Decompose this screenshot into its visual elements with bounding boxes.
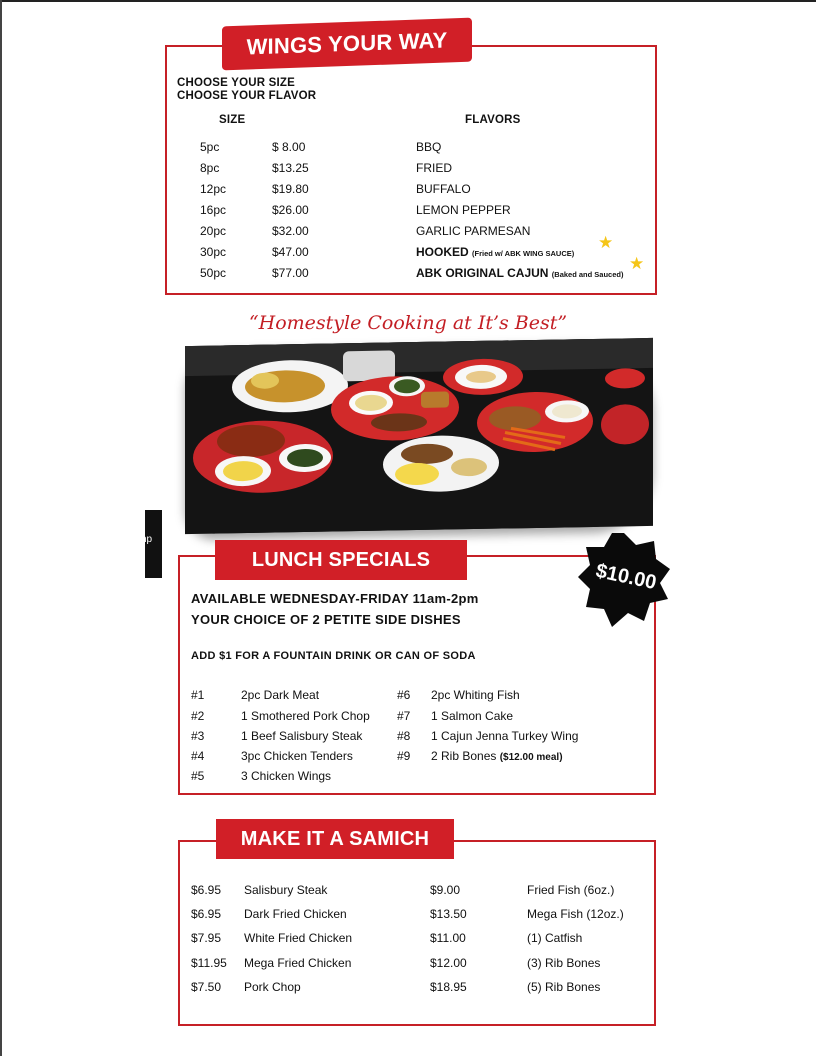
price-cell: $47.00 <box>272 245 309 259</box>
lunch-drink-addon: ADD $1 FOR A FOUNTAIN DRINK OR CAN OF SODA <box>191 650 476 662</box>
lunch-item-name: 2 Rib Bones <box>431 749 497 763</box>
scan-edge-left <box>0 0 2 1056</box>
lunch-item-name: 2pc Whiting Fish <box>431 688 520 702</box>
size-cell: 50pc <box>200 266 227 280</box>
samich-item: Fried Fish (6oz.) <box>527 883 615 897</box>
lunch-item-name: 1 Salmon Cake <box>431 709 514 723</box>
samich-item: (3) Rib Bones <box>527 956 601 970</box>
lunch-item-name: 1 Beef Salisbury Steak <box>241 729 363 743</box>
side-tab-text: np <box>141 534 153 545</box>
choose-flavor-text: CHOOSE YOUR FLAVOR <box>177 90 317 102</box>
price-cell: $32.00 <box>272 224 309 238</box>
samich-price: $7.50 <box>191 980 222 994</box>
samich-item: Dark Fried Chicken <box>244 907 347 921</box>
price-cell: $77.00 <box>272 266 309 280</box>
size-cell: 5pc <box>200 140 220 154</box>
flavor-hooked <box>416 245 574 259</box>
samich-price: $12.00 <box>430 956 467 970</box>
size-cell: 20pc <box>200 224 227 238</box>
price-cell: $13.25 <box>272 161 309 175</box>
samich-price: $18.95 <box>430 980 467 994</box>
lunch-item-number: #6 <box>397 688 411 702</box>
flavor-cell: BBQ <box>416 140 442 154</box>
hooked-note: (Fried w/ ABK WING SAUCE) <box>472 249 575 258</box>
lunch-item-number: #4 <box>191 749 205 763</box>
price-cell: $19.80 <box>272 182 309 196</box>
samich-item: (5) Rib Bones <box>527 980 601 994</box>
lunch-item-number: #8 <box>397 729 411 743</box>
flavor-cell: GARLIC PARMESAN <box>416 224 531 238</box>
star-icon: ★ <box>598 233 614 252</box>
cajun-name: ABK ORIGINAL CAJUN <box>416 266 549 280</box>
lunch-item-name: 3pc Chicken Tenders <box>241 749 353 763</box>
price-cell: $ 8.00 <box>272 140 306 154</box>
wings-title-banner: WINGS YOUR WAY <box>222 18 472 71</box>
price-cell: $26.00 <box>272 203 309 217</box>
samich-item: White Fried Chicken <box>244 931 353 945</box>
flavor-cell: FRIED <box>416 161 452 175</box>
lunch-item-note: ($12.00 meal) <box>499 752 563 763</box>
star-icon: ★ <box>629 254 645 273</box>
size-cell: 30pc <box>200 245 227 259</box>
lunch-item-number: #7 <box>397 709 411 723</box>
lunch-availability: AVAILABLE WEDNESDAY-FRIDAY 11am-2pm <box>191 591 479 606</box>
samich-price: $11.95 <box>191 956 227 970</box>
lunch-side-choice: YOUR CHOICE OF 2 PETITE SIDE DISHES <box>191 612 461 627</box>
samich-price: $13.50 <box>430 907 467 921</box>
size-cell: 12pc <box>200 182 227 196</box>
flavor-cell: BUFFALO <box>416 182 471 196</box>
lunch-item-number: #2 <box>191 709 205 723</box>
lunch-item-name: 1 Smothered Pork Chop <box>241 709 370 723</box>
size-cell: 8pc <box>200 161 220 175</box>
samich-title-banner: MAKE IT A SAMICH <box>216 819 454 859</box>
lunch-item-name: 2pc Dark Meat <box>241 688 320 702</box>
size-cell: 16pc <box>200 203 227 217</box>
lunch-item-rib <box>431 749 563 763</box>
side-tab <box>141 510 162 578</box>
size-header: SIZE <box>219 114 246 126</box>
hooked-name: HOOKED <box>416 245 469 259</box>
samich-price: $6.95 <box>191 883 222 897</box>
samich-price: $9.00 <box>430 883 461 897</box>
samich-price: $7.95 <box>191 931 222 945</box>
samich-item: (1) Catfish <box>527 931 583 945</box>
samich-item: Salisbury Steak <box>244 883 328 897</box>
lunch-title-banner: LUNCH SPECIALS <box>215 540 467 580</box>
flavor-cell: LEMON PEPPER <box>416 203 511 217</box>
lunch-item-number: #1 <box>191 688 205 702</box>
cajun-note: (Baked and Sauced) <box>551 270 624 279</box>
lunch-item-name: 3 Chicken Wings <box>241 769 332 783</box>
price-badge-text: $10.00 <box>593 559 659 595</box>
scan-edge-top <box>0 0 816 2</box>
choose-size-text: CHOOSE YOUR SIZE <box>177 77 296 89</box>
tagline: “Homestyle Cooking at It’s Best” <box>248 312 568 334</box>
samich-item: Mega Fish (12oz.) <box>527 907 624 921</box>
food-photo <box>185 338 653 534</box>
samich-item: Mega Fried Chicken <box>244 956 352 970</box>
flavor-cajun <box>416 266 623 280</box>
lunch-item-number: #5 <box>191 769 205 783</box>
lunch-item-name: 1 Cajun Jenna Turkey Wing <box>431 729 579 743</box>
lunch-item-number: #3 <box>191 729 205 743</box>
samich-price: $6.95 <box>191 907 222 921</box>
flavors-header: FLAVORS <box>465 114 521 126</box>
samich-price: $11.00 <box>430 931 466 945</box>
samich-item: Pork Chop <box>244 980 301 994</box>
lunch-item-number: #9 <box>397 749 411 763</box>
